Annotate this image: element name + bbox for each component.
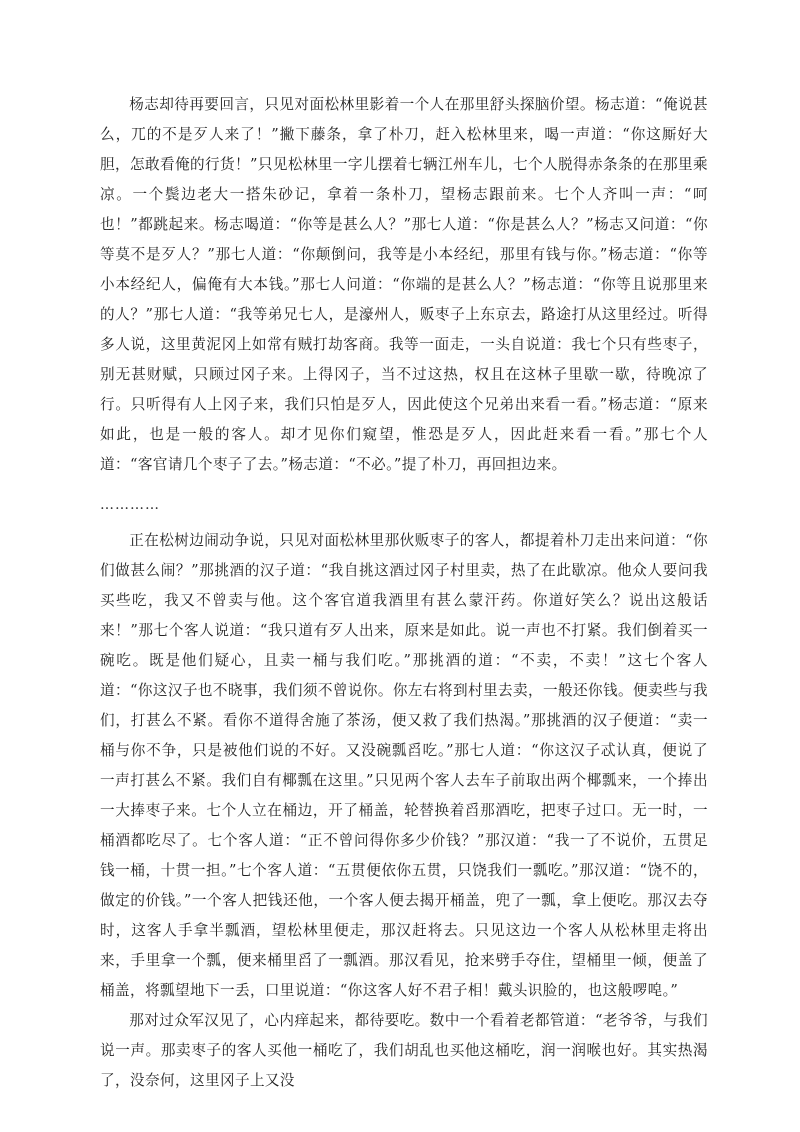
paragraph-yang-zhi-forest: 杨志却待再要回言，只见对面松林里影着一个人在那里舒头探脑价望。杨志道：“俺说甚么，兀的不是歹人来了！”撇下藤条，拿了朴刀，赶入松林里来，喝一声道：“你这厮好大胆，怎敢看俺的行货！”只见松林里一字儿摆着七辆江州车儿，七个人脱得赤条条的在那里乘凉。一个鬓边老大一搭朱砂记，拿着一条朴刀，望杨志跟前来。七个人齐叫一声：“呵也！”都跳起来。杨志喝道：“你等是甚么人？”那七人道：“你是甚么人？”杨志又问道：“你等莫不是歹人？”那七人道：“你颠倒问，我等是小本经纪，那里有钱与你。”杨志道：“你等小本经纪人，偏俺有大本钱。”那七人问道：“你端的是甚么人？”杨志道：“你等且说那里来的人？”那七人道：“我等弟兄七人，是濠州人，贩枣子上东京去，路途打从这里经过。听得多人说，这里黄泥冈上如常有贼打劫客商。我等一面走，一头自说道：我七个只有些枣子，别无甚财赋，只顾过冈子来。上得冈子，当不过这热，权且在这林子里歇一歇，待晚凉了行。只听得有人上冈子来，我们只怕是歹人，因此使这个兄弟出来看一看。”杨志道：“原来如此，也是一般的客人。却才见你们窥望，惟恐是歹人，因此赶来看一看。”那七个人道：“客官请几个枣子了去。”杨志道：“不必。”提了朴刀，再回担边来。 [100,96,708,473]
paragraph-soldiers-thirsty: 那对过众军汉见了，心内痒起来，都待要吃。数中一个看着老都管道：“老爷爷，与我们说一声。那卖枣子的客人买他一桶吃了，我们胡乱也买他这桶吃，润一润喉也好。其实热渴了，没奈何，这里冈子上又没 [100,1012,708,1089]
ellipsis-separator: ………… [100,497,160,513]
paragraph-wine-seller: 正在松树边闹动争说，只见对面松林里那伙贩枣子的客人，都提着朴刀走出来问道：“你们做甚么闹？”那挑酒的汉子道：“我自挑这酒过冈子村里卖，热了在此歇凉。他众人要问我买些吃，我又不曾卖与他。这个客官道我酒里有甚么蒙汗药。你道好笑么？说出这般话来！”那七个客人说道：“我只道有歹人出来，原来是如此。说一声也不打紧。我们倒着买一碗吃。既是他们疑心，且卖一桶与我们吃。”那挑酒的道：“不卖，不卖！”这七个客人道：“你这汉子也不晓事，我们须不曾说你。你左右将到村里去卖，一般还你钱。便卖些与我们，打甚么不紧。看你不道得舍施了茶汤，便又救了我们热渴。”那挑酒的汉子便道：“卖一桶与你不争，只是被他们说的不好。又没碗瓢舀吃。”那七人道：“你这汉子忒认真，便说了一声打甚么不紧。我们自有椰瓢在这里。”只见两个客人去车子前取出两个椰瓢来，一个捧出一大捧枣子来。七个人立在桶边，开了桶盖，轮替换着舀那酒吃，把枣子过口。无一时，一桶酒都吃尽了。七个客人道：“正不曾问得你多少价钱？”那汉道：“我一了不说价，五贯足钱一桶，十贯一担。”七个客人道：“五贯便依你五贯，只饶我们一瓢吃。”那汉道：“饶不的，做定的价钱。”一个客人把钱还他，一个客人便去揭开桶盖，兜了一瓢，拿上便吃。那汉去夺时，这客人手拿半瓢酒，望松林里便走，那汉赶将去。只见这边一个客人从松林里走将出来，手里拿一个瓢，便来桶里舀了一瓢酒。那汉看见，抢来劈手夺住，望桶里一倾，便盖了桶盖，将瓢望地下一丢，口里说道：“你这客人好不君子相！戴头识脸的，也这般啰唣。” [100,532,708,999]
